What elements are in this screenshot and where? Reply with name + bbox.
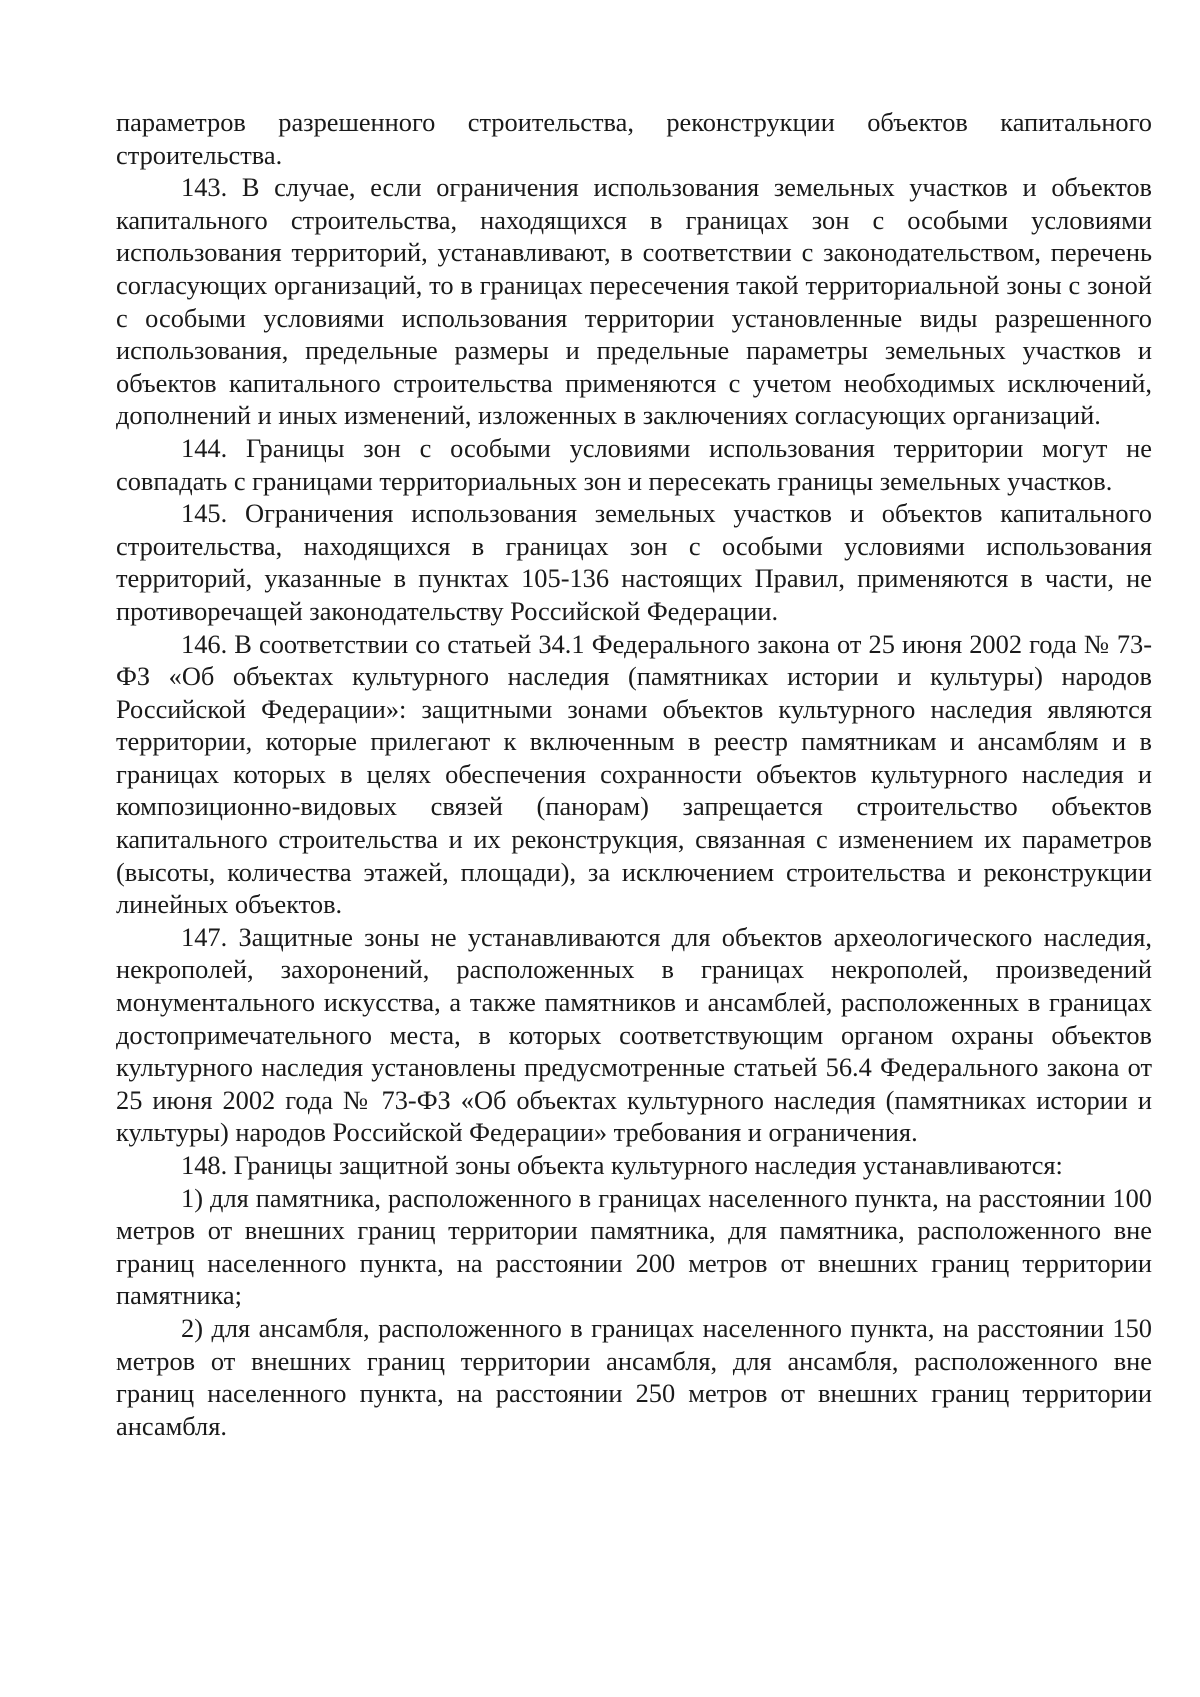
paragraph-145: 145. Ограничения использования земельных участков и объектов капитального строительства, находящихся в границах зон с особыми условиями использования территорий, указанные в пунктах 105-136 настоящих Правил, применяются в части, не противоречащей законодательству Российской Федерации.	[116, 498, 1152, 626]
paragraph-143: 143. В случае, если ограничения использования земельных участков и объектов капитального строительства, находящихся в границах зон с особыми условиями использования территорий, устанавливают, в соответствии с законодательством, перечень согласующих организаций, то в границах пересечения такой территориальной зоны с зоной с особыми условиями использования территории установленные виды разрешенного использования, предельные размеры и предельные параметры земельных участков и объектов капитального строительства применяются с учетом необходимых исключений, дополнений и иных изменений, изложенных в заключениях согласующих организаций.	[116, 172, 1152, 431]
paragraph-147: 147. Защитные зоны не устанавливаются для объектов археологического наследия, некрополей, захоронений, расположенных в границах некрополей, произведений монументального искусства, а также памятников и ансамблей, расположенных в границах достопримечательного места, в которых соответствующим органом охраны объектов культурного наследия установлены предусмотренные статьей 56.4 Федерального закона от 25 июня 2002 года № 73-ФЗ «Об объектах культурного наследия (памятниках истории и культуры) народов Российской Федерации» требования и ограничения.	[116, 921, 1152, 1148]
document-page	[116, 106, 1152, 1442]
paragraph-continuation: параметров разрешенного строительства, реконструкции объектов капитального строительства.	[116, 107, 1152, 170]
paragraph-144: 144. Границы зон с особыми условиями использования территории могут не совпадать с границами территориальных зон и пересекать границы земельных участков.	[116, 432, 1152, 496]
list-item-2: 2) для ансамбля, расположенного в границах населенного пункта, на расстоянии 150 метров от внешних границ территории ансамбля, для ансамбля, расположенного вне границ населенного пункта, на расстоянии 250 метров от внешних границ территории ансамбля.	[116, 1312, 1152, 1441]
list-item-1: 1) для памятника, расположенного в границах населенного пункта, на расстоянии 100 метров от внешних границ территории памятника, для памятника, расположенного вне границ населенного пункта, на расстоянии 200 метров от внешних границ территории памятника;	[116, 1182, 1152, 1311]
paragraph-146: 146. В соответствии со статьей 34.1 Федерального закона от 25 июня 2002 года № 73-ФЗ «Об объектах культурного наследия (памятниках истории и культуры) народов Российской Федерации»: защитными зонами объектов культурного наследия являются территории, которые прилегают к включенным в реестр памятникам и ансамблям и в границах которых в целях обеспечения сохранности объектов культурного наследия и композиционно-видовых связей (панорам) запрещается строительство объектов капитального строительства и их реконструкция, связанная с изменением их параметров (высоты, количества этажей, площади), за исключением строительства и реконструкции линейных объектов.	[116, 628, 1152, 920]
paragraph-148: 148. Границы защитной зоны объекта культурного наследия устанавливаются:	[181, 1150, 1063, 1180]
